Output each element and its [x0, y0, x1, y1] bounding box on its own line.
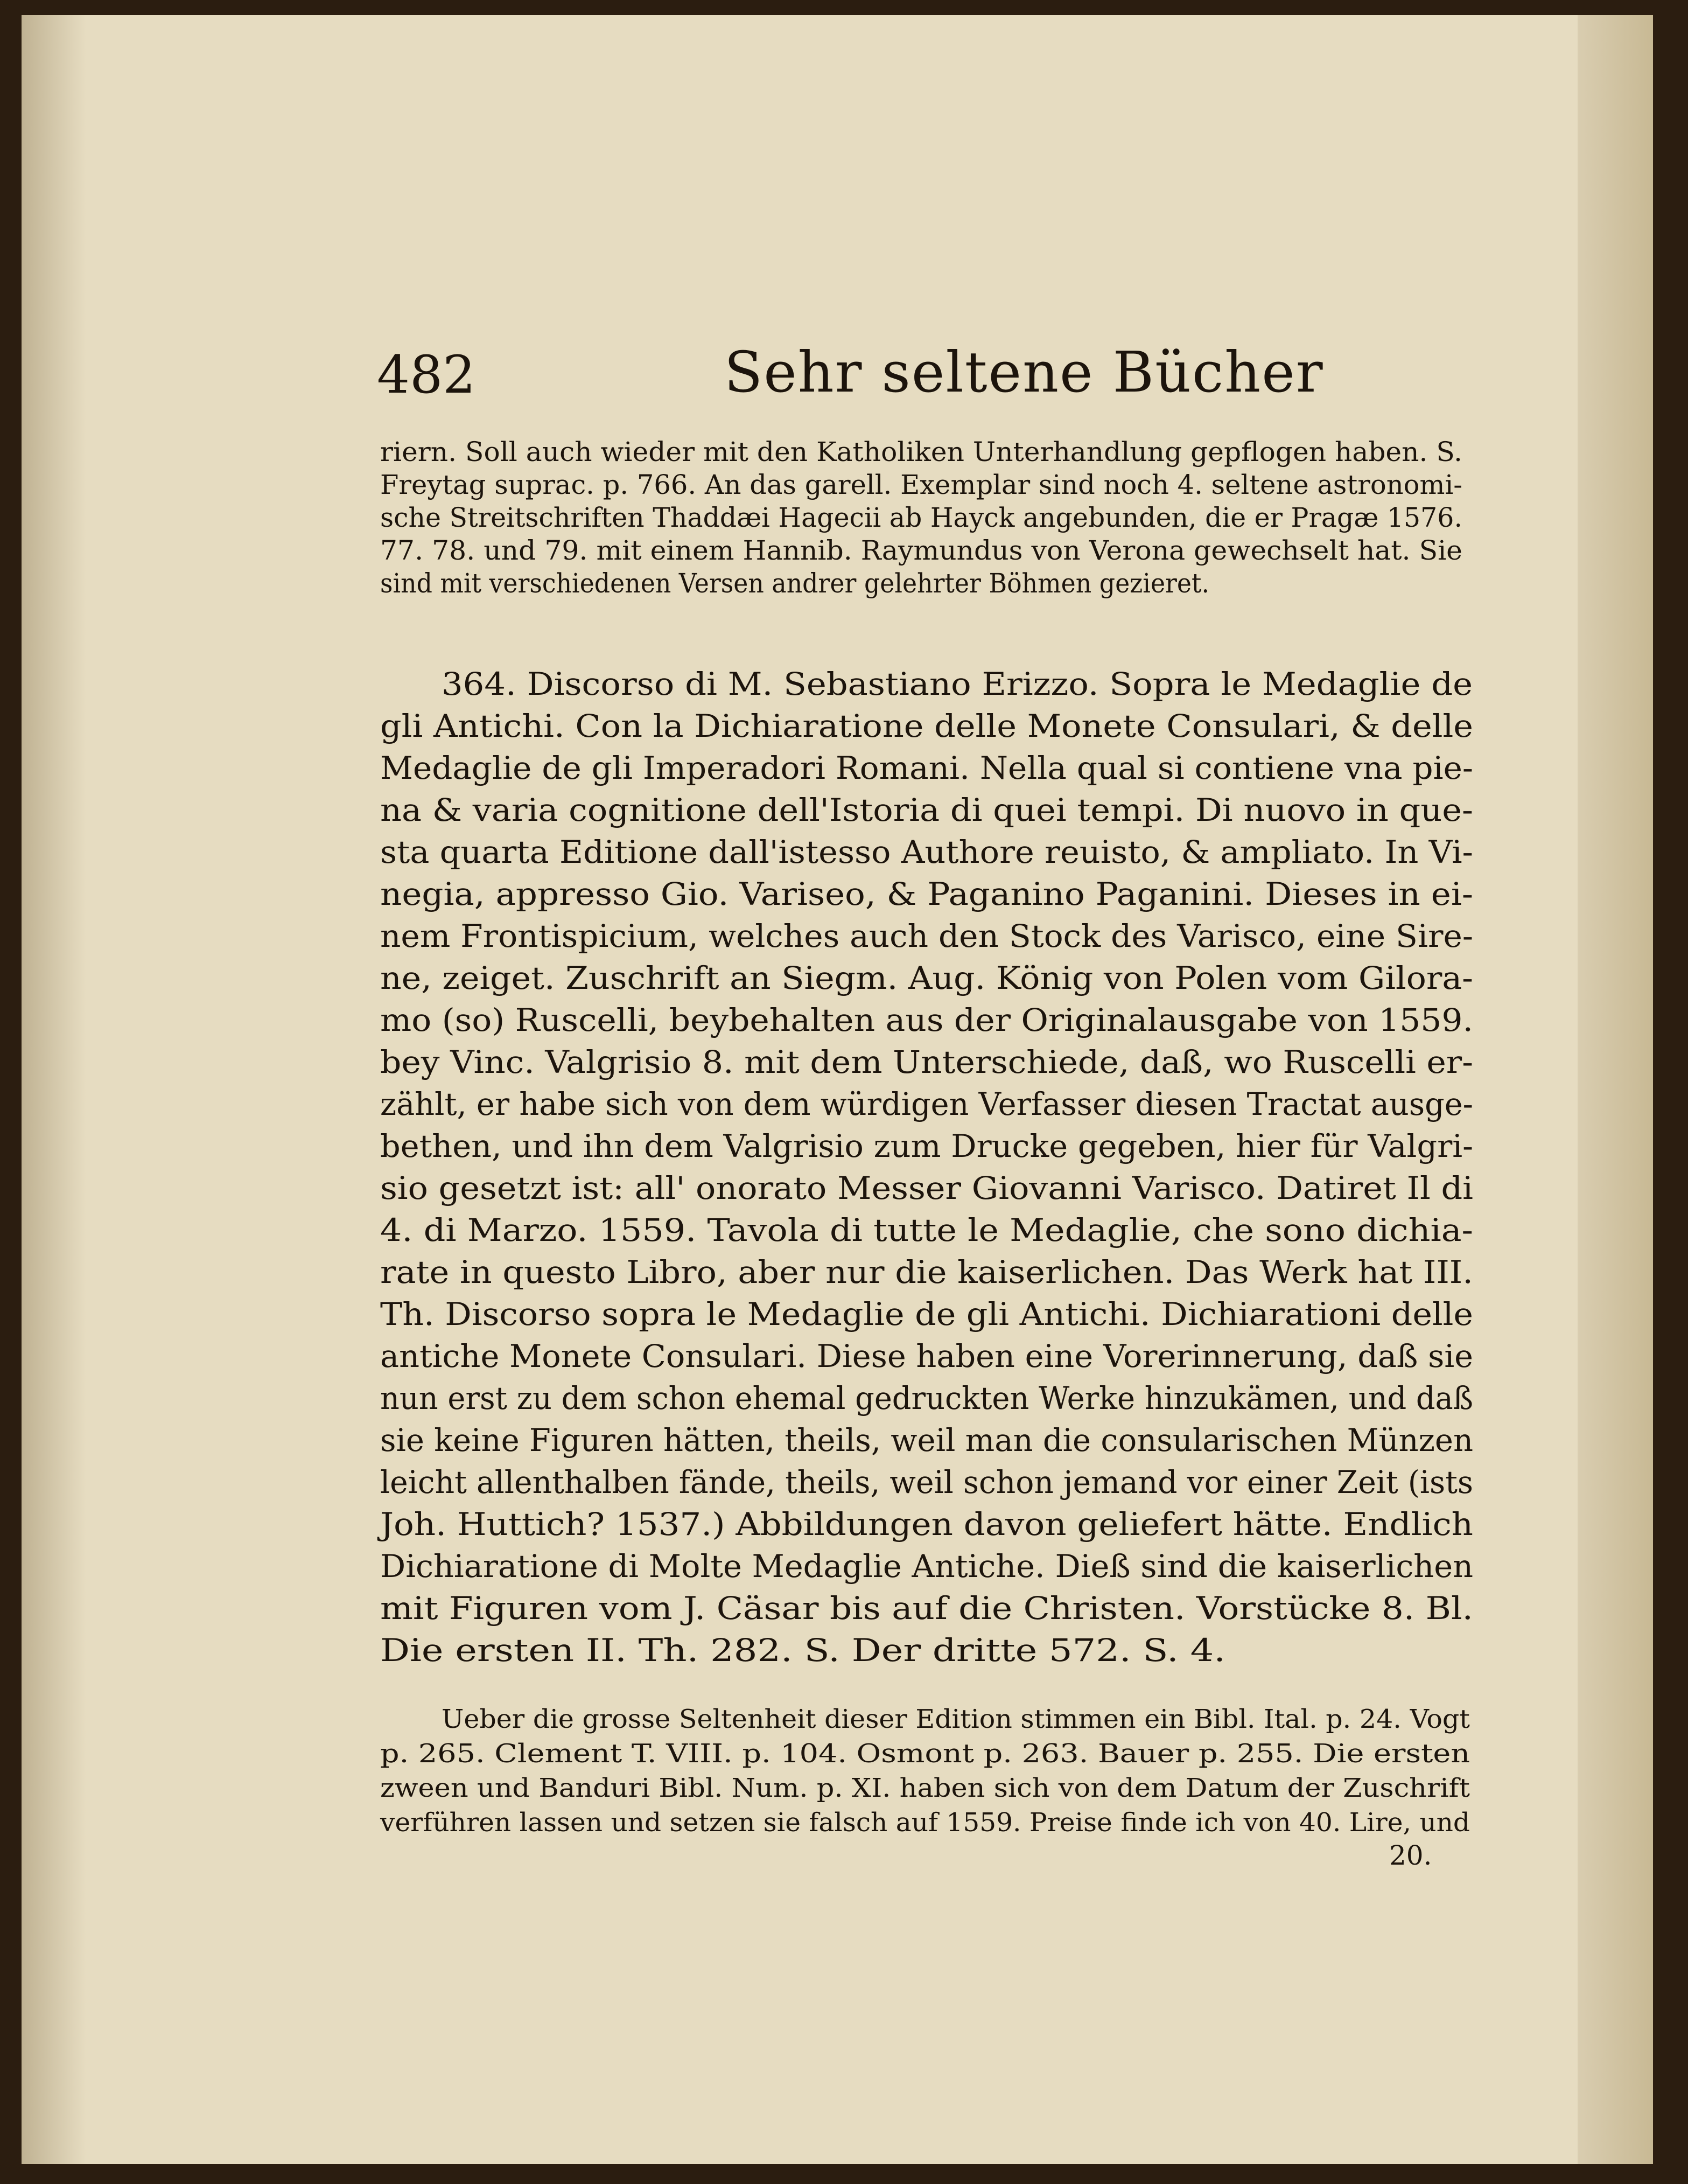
entry-line: mo (so) Ruscelli, beybehalten aus der Originalausgabe von 1559.	[380, 1002, 1473, 1038]
note-line: verführen lassen und setzen sie falsch auf 1559. Preise finde ich von 40. Lire, und	[379, 1808, 1470, 1838]
entry-line: 364. Discorso di M. Sebastiano Erizzo. Sopra le Medaglie de	[442, 666, 1473, 702]
entry-line: antiche Monete Consulari. Diese haben eine Vorerinnerung, daß sie	[380, 1338, 1473, 1374]
note-line: p. 265. Clement T. VIII. p. 104. Osmont p. 263. Bauer p. 255. Die ersten	[380, 1739, 1470, 1769]
entry-line: bethen, und ihn dem Valgrisio zum Drucke gegeben, hier für Valgri-	[380, 1128, 1473, 1164]
entry-line: sta quarta Editione dall'istesso Authore reuisto, & ampliato. In Vi-	[380, 834, 1473, 870]
intro-line: sche Streitschriften Thaddæi Hagecii ab Hayck angebunden, die er Pragæ 1576.	[380, 502, 1462, 533]
entry-line: Medaglie de gli Imperadori Romani. Nella qual si contiene vna pie-	[380, 750, 1473, 786]
intro-line: sind mit verschiedenen Versen andrer gelehrter Böhmen gezieret.	[380, 568, 1209, 599]
catchword: 20.	[1389, 1840, 1432, 1871]
entry-line: zählt, er habe sich von dem würdigen Verfasser diesen Tractat ausge-	[380, 1086, 1473, 1122]
entry-line: mit Figuren vom J. Cäsar bis auf die Christen. Vorstücke 8. Bl.	[380, 1590, 1473, 1627]
entry-line: Joh. Huttich? 1537.) Abbildungen davon geliefert hätte. Endlich	[377, 1506, 1474, 1543]
entry-line: sio gesetzt ist: all' onorato Messer Giovanni Varisco. Datiret Il di	[380, 1170, 1473, 1206]
intro-line: riern. Soll auch wieder mit den Katholiken Unterhandlung gepflogen haben. S.	[380, 436, 1462, 467]
entry-line: na & varia cognitione dell'Istoria di quei tempi. Di nuovo in que-	[380, 792, 1473, 828]
page-number: 482	[377, 345, 476, 405]
entry-line: ne, zeiget. Zuschrift an Siegm. Aug. König von Polen vom Gilora-	[380, 960, 1473, 996]
entry-line: leicht allenthalben fände, theils, weil schon jemand vor einer Zeit (ists	[380, 1464, 1473, 1501]
entry-line: sie keine Figuren hätten, theils, weil man die consularischen Münzen	[380, 1422, 1473, 1459]
entry-line: 4. di Marzo. 1559. Tavola di tutte le Medaglie, che sono dichia-	[380, 1212, 1473, 1248]
entry-line: Dichiaratione di Molte Medaglie Antiche. Dieß sind die kaiserlichen	[380, 1548, 1473, 1585]
entry-line: Die ersten II. Th. 282. S. Der dritte 572. S. 4.	[380, 1632, 1225, 1669]
entry-line: Th. Discorso sopra le Medaglie de gli Antichi. Dichiarationi delle	[380, 1296, 1473, 1332]
note-line: Ueber die grosse Seltenheit dieser Edition stimmen ein Bibl. Ital. p. 24. Vogt	[442, 1704, 1470, 1734]
entry-line: rate in questo Libro, aber nur die kaiserlichen. Das Werk hat III.	[380, 1254, 1473, 1290]
entry-line: nem Frontispicium, welches auch den Stock des Varisco, eine Sire-	[380, 918, 1473, 954]
intro-line: Freytag suprac. p. 766. An das garell. Exemplar sind noch 4. seltene astronomi-	[380, 469, 1462, 500]
entry-line: nun erst zu dem schon ehemal gedruckten Werke hinzukämen, und daß	[380, 1380, 1473, 1417]
intro-line: 77. 78. und 79. mit einem Hannib. Raymundus von Verona gewechselt hat. Sie	[380, 535, 1462, 566]
running-title: Sehr seltene Bücher	[724, 339, 1324, 405]
entry-line: bey Vinc. Valgrisio 8. mit dem Unterschiede, daß, wo Ruscelli er-	[380, 1044, 1473, 1080]
entry-line: gli Antichi. Con la Dichiaratione delle Monete Consulari, & delle	[380, 708, 1473, 744]
entry-line: negia, appresso Gio. Variseo, & Paganino Paganini. Dieses in ei-	[380, 876, 1473, 912]
note-line: zween und Banduri Bibl. Num. p. XI. haben sich von dem Datum der Zuschrift	[380, 1773, 1470, 1803]
